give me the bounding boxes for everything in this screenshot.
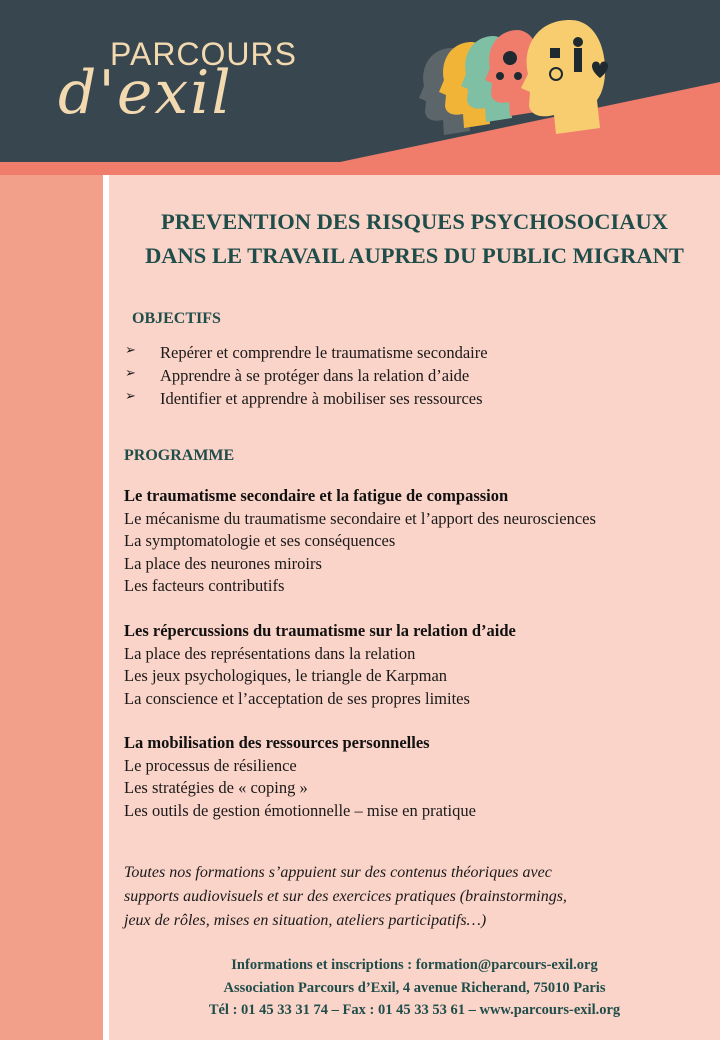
footer-address: Association Parcours d’Exil, 4 avenue Richerand, 75010 Paris [223,979,606,996]
logo-parcours: PARCOURS [110,36,297,72]
section-item: La place des neurones miroirs [124,553,322,573]
section-item: La symptomatologie et ses conséquences [124,531,396,550]
section-item: La conscience et l’acceptation de ses propres limites [124,688,470,708]
header-banner [0,0,720,175]
main-content: PREVENTION DES RISQUES PSYCHOSOCIAUX DANS LE TRAVAIL AUPRES DU PUBLIC MIGRANT OBJECTIFS ➢ Repérer et comprendre le traumatisme secondaire ➢ Apprendre à se protéger dans la relation d’aide ➢ Identifier et apprendre à mobiliser ses ressources PROGRAMME Le traumatisme secondaire et la fatigue de compassion Le mécanisme du traumatisme secondaire et l’apport des neurosciences La symptomatologie et ses conséquences La place des neurones miroirs Les facteurs contributifs Les répercussions du traumatisme sur la relation d’aide La place des représentations dans la relation Les jeux psychologiques, le triangle de Karpman La conscience et l’acceptation de ses propres limites La mobilisation des ressources personnelles Le processus de résilience Les stratégies de « coping » Les outils de gestion émotionnelle – mise en pratique Toutes nos formations s’appuient sur des contenus théoriques avec supports audiovisuels et sur des exercices pratiques (brainstormings, jeux de rôles, mises en situation, ateliers participatifs…) Informations et inscriptions : formation@parcours-exil.org Association Parcours d’Exil, 4 avenue Richerand, 75010 Paris Tél : 01 45 33 31 74 – Fax : 01 45 33 53 61 – www.parcours-exil.org [109,175,720,1040]
section-item: Les jeux psychologiques, le triangle de Karpman [124,666,448,685]
section-title: Les répercussions du traumatisme sur la relation d’aide [124,621,516,640]
programme-section [124,485,596,598]
section-title: La mobilisation des ressources personnelles [124,733,430,752]
arrow-bullet-icon: ➢ [125,343,136,358]
programme-section [124,620,516,710]
section-item: Le processus de résilience [124,755,297,775]
contact-footer [109,954,720,1022]
section-item: Les outils de gestion émotionnelle – mise en pratique [124,800,476,820]
footer-phone: Tél : 01 45 33 31 74 – Fax : 01 45 33 53 61 – www.parcours-exil.org [208,1002,621,1018]
section-item: La place des représentations dans la relation [124,643,416,663]
left-decorative-bar [0,175,103,1040]
programme-heading: PROGRAMME [124,447,235,464]
logo-exil: d'exil [58,58,233,128]
arrow-bullet-icon: ➢ [125,389,136,404]
section-title: Le traumatisme secondaire et la fatigue de compassion [124,486,509,505]
objectifs-heading: OBJECTIFS [132,310,221,327]
title-line-2: DANS LE TRAVAIL AUPRES DU PUBLIC MIGRANT [145,243,684,268]
training-note: Toutes nos formations s’appuient sur des contenus théoriques avec supports audiovisuels et sur des exercices pratiques (brainstormings, jeux de rôles, mises en situation, ateliers participatifs…) [124,864,567,929]
section-item: Le mécanisme du traumatisme secondaire et l’apport des neurosciences [124,508,596,528]
arrow-bullet-icon: ➢ [125,366,136,381]
title-line-1: PREVENTION DES RISQUES PSYCHOSOCIAUX [161,209,668,234]
programme-section [124,732,476,822]
footer-info: Informations et inscriptions : formation@parcours-exil.org [231,957,598,973]
page-title [109,205,720,273]
section-item: Les stratégies de « coping » [124,778,308,797]
section-item: Les facteurs contributifs [124,576,285,595]
